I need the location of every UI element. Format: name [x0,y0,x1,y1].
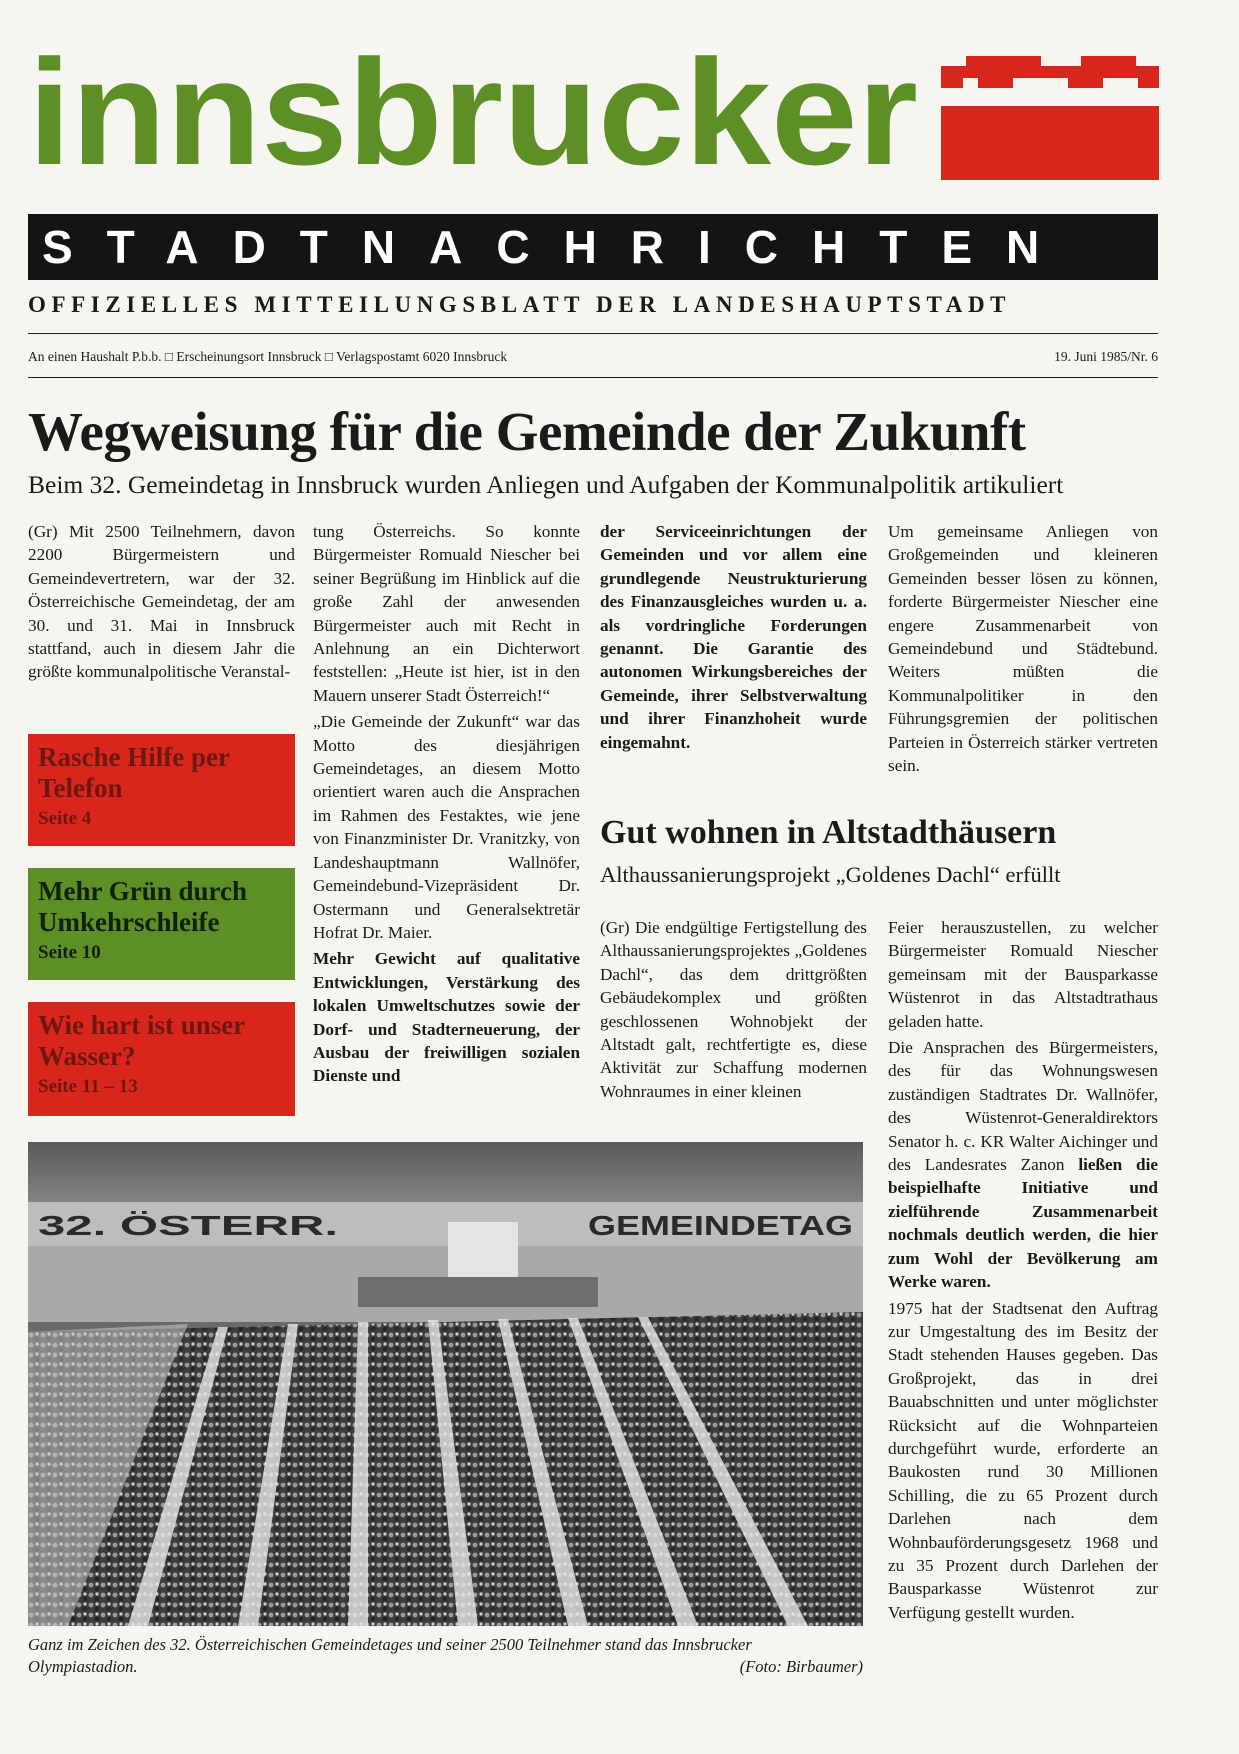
paragraph: tung Österreichs. So konnte Bürgermeister Romuald Niescher bei seiner Begrüßung im Hinblick auf die große Zahl der anwesenden Bürgermeister auch mit Recht in Anlehnung an ein Dichterwort feststellen: „Heute ist hier, ist in den Mauern unserer Stadt Österreich!“ [313,522,580,705]
paragraph: Feier herauszustellen, zu welcher Bürgermeister Romuald Niescher gemeinsam mit der Bausparkasse Wüstenrot in das Altstadtrathaus geladen hatte. [888,918,1158,1031]
photo-banner-right: GEMEINDETAG [588,1210,853,1241]
masthead-subtitle: OFFIZIELLES MITTEILUNGSBLATT DER LANDESHAUPTSTADT [28,292,1012,317]
paragraph-text: Die Ansprachen des Bürgermeisters, des für das Wohnungswesen zuständigen Stadtrates Dr. Wallnöfer, des Wüstenrot-Generaldirektors Senator h. c. KR Walter Aichinger und des Landesrates Zanon [888,1038,1158,1175]
caption-text: Ganz im Zeichen des 32. Österreichischen Gemeindetages und seiner 2500 Teilnehmer stand das Innsbrucker Olympiastadion. [28,1635,752,1676]
postal-info: An einen Haushalt P.b.b. □ Erscheinungsort Innsbruck □ Verlagspostamt 6020 Innsbruck [28,349,508,364]
teaser-title: Mehr Grün durch Umkehrschleife [38,876,248,937]
second-subheadline: Althaussanierungsprojekt „Goldenes Dachl“ erfüllt [600,862,1061,887]
city-emblem-icon [941,56,1159,180]
teaser-box-telefon[interactable] [28,734,295,846]
info-line [28,349,1158,365]
paragraph: (Gr) Mit 2500 Teilnehmern, davon 2200 Bürgermeistern und Gemeindevertretern, war der 32. Österreichische Gemeindetag, der am 30. und 31. Mai in Innsbruck stattfand, auch in diesem Jahr die größte kommunalpolitische Veranstal- [28,522,295,682]
stage-backdrop [448,1222,518,1282]
paragraph: der Serviceeinrichtungen der Gemeinden und vor allem eine grundlegende Neustrukturierung des Finanzausgleiches wurden u. a. als vordringliche Forderungen genannt. Die Garantie des autonomen Wirkungsbereiches der Gemeinde, ihrer Selbstverwaltung und ihrer Finanzhoheit wurde eingemahnt. [600,522,867,752]
logo-wordmark: innsbrucker [28,48,918,188]
second-column-1 [600,916,867,1103]
masthead-band [28,214,1158,280]
issue-date: 19. Juni 1985/Nr. 6 [1054,349,1158,364]
photo-credit: (Foto: Birbaumer) [739,1657,863,1676]
teaser-title: Wie hart ist unser Wasser? [38,1010,245,1071]
second-column-2 [888,916,1158,1624]
teaser-box-wasser[interactable] [28,1002,295,1116]
stadtnachrichten-title: STADTNACHRICHTEN [42,221,1074,273]
divider [28,377,1158,378]
masthead-logo [28,48,1159,188]
teaser-title: Rasche Hilfe per Telefon [38,742,230,803]
teaser-page: Seite 10 [38,942,101,963]
teaser-page: Seite 4 [38,808,92,829]
photo-illustration [28,1142,863,1626]
lead-column-3 [600,520,867,754]
lead-column-4 [888,520,1158,777]
teaser-box-umkehrschleife[interactable] [28,868,295,980]
paragraph: (Gr) Die endgültige Fertigstellung des Althaussanierungsprojektes „Goldenes Dachl“, das dem drittgrößten Gebäudekomplex und größten geschlossenen Wohnobjekt der Altstadt galt, rechtfertigte es, diese Aktivität zur Schaffung modernen Wohnraumes in einer kleinen [600,918,867,1101]
teaser-page: Seite 11 – 13 [38,1076,138,1097]
photo-caption [28,1634,863,1678]
lead-column-2 [313,520,580,1088]
paragraph [888,1036,1158,1293]
paragraph: Mehr Gewicht auf qualitative Entwicklungen, Verstärkung des lokalen Umweltschutzes sowie der Dorf- und Stadterneuerung, der Ausbau der freiwilligen sozialen Dienste und [313,949,580,1086]
lead-subheadline: Beim 32. Gemeindetag in Innsbruck wurden Anliegen und Aufgaben der Kommunalpolitik artikuliert [28,470,1064,499]
lead-column-1 [28,520,295,684]
lead-headline: Wegweisung für die Gemeinde der Zukunft [28,401,1026,462]
paragraph: 1975 hat der Stadtsenat den Auftrag zur Umgestaltung des im Besitz der Stadt stehenden Hauses gegeben. Das Großprojekt, das in drei Bauabschnitten und unter möglichster Rücksicht auf die Wohnparteien durchgeführt wurde, erforderte an Baukosten rund 30 Millionen Schilling, die zu 65 Prozent durch Darlehen nach dem Wohnbauförderungsgesetz 1968 und zu 35 Prozent durch Darlehen der Bausparkasse Wüstenrot zur Verfügung gestellt wurden. [888,1298,1158,1622]
photo-banner-left: 32. ÖSTERR. [38,1210,338,1241]
second-headline: Gut wohnen in Altstadthäusern [600,814,1057,851]
divider [28,333,1158,334]
photo-gemeindetag [28,1142,863,1626]
paragraph: „Die Gemeinde der Zukunft“ war das Motto des diesjährigen Gemeindetages, an diesem Motto orientiert waren auch die Ansprachen im Rahmen des Festaktes, wie jene von Finanzminister Dr. Vranitzky, von Landeshauptmann Wallnöfer, Gemeindebund-Vizepräsident Dr. Ostermann und Generalsektretär Hofrat Dr. Maier. [313,712,580,942]
paragraph: Um gemeinsame Anliegen von Großgemeinden und kleineren Gemeinden besser lösen zu können, forderte Bürgermeister Niescher eine engere Zusammenarbeit von Gemeindebund und Städtebund. Weiters müßten die Kommunalpolitiker in den Führungsgremien der politischen Parteien in Österreich stärker vertreten sein. [888,522,1158,776]
paragraph-bold-text: ließen die beispielhafte Initiative und zielführende Zusammenarbeit nochmals deutlich werden, die hier zum Wohl der Bevölkerung am Werke waren. [888,1155,1159,1292]
